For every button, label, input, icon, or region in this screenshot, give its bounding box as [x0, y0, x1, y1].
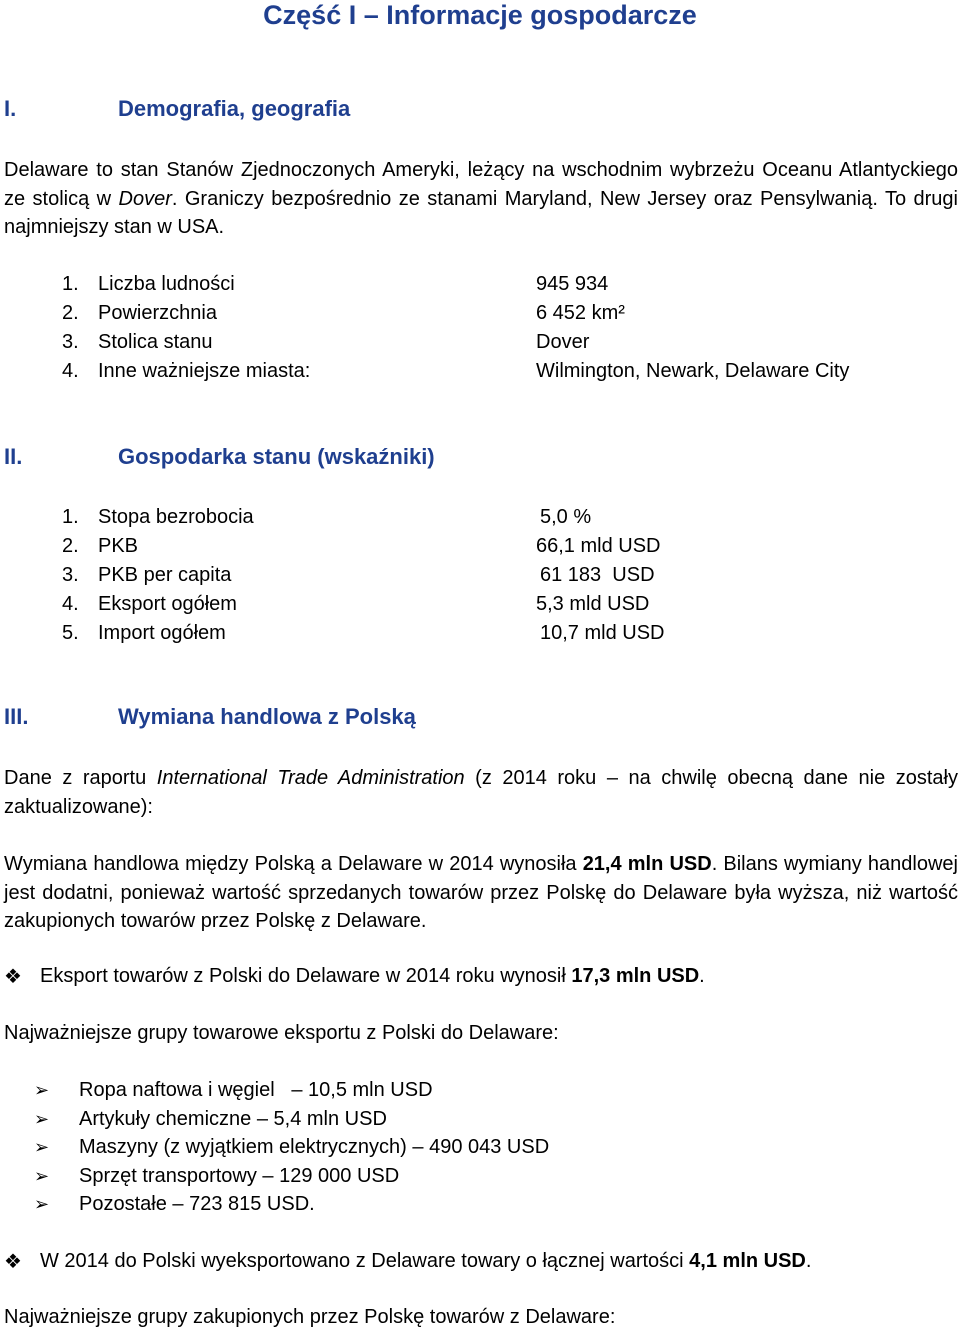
- s1-item-value: Dover: [536, 331, 590, 353]
- export-group-item: Ropa naftowa i węgiel – 10,5 mln USD: [79, 1079, 433, 1101]
- diamond-bullet-icon: ❖: [4, 966, 22, 988]
- s2-item-value: 66,1 mld USD: [536, 535, 661, 557]
- s2-item-num: 1.: [62, 506, 79, 528]
- page-title: Część I – Informacje gospodarcze: [263, 0, 697, 30]
- s2-item-value: 10,7 mld USD: [540, 622, 665, 644]
- intro-text-2: . Graniczy bezpośrednio ze stanami Maryland, New Jersey oraz Pensylwanią. To drugi najmniejszy stan w USA.: [4, 187, 958, 238]
- s2-item-label: PKB per capita: [98, 564, 232, 586]
- s1-item-num: 3.: [62, 331, 79, 353]
- arrow-bullet-icon: ➢: [34, 1109, 50, 1129]
- s1-item-label: Liczba ludności: [98, 273, 235, 295]
- section-1-intro: [4, 156, 958, 242]
- export-value: 17,3 mln USD: [571, 965, 700, 987]
- s2-item-num: 5.: [62, 622, 79, 644]
- section-1-number: I.: [4, 96, 17, 121]
- s1-item-value: 945 934: [536, 273, 609, 295]
- section-3-heading: Wymiana handlowa z Polską: [118, 704, 416, 729]
- section-2-number: II.: [4, 444, 23, 469]
- import-text-1: W 2014 do Polski wyeksportowano z Delaware towary o łącznej wartości: [40, 1250, 690, 1272]
- trade-value: 21,4 mln USD: [582, 853, 712, 875]
- trade-text-1: Wymiana handlowa między Polską a Delaware w 2014 wynosiła: [4, 853, 583, 875]
- s2-item-label: Eksport ogółem: [98, 593, 237, 615]
- s2-item-value: 61 183 USD: [540, 564, 655, 586]
- intro-text-1: Delaware to stan Stanów Zjednoczonych Ameryki, leżący na wschodnim wybrzeżu Oceanu Atlantyckiego ze stolicą w: [4, 159, 958, 210]
- source-text-2: (z 2014 roku – na chwilę obecną dane nie zostały zaktualizowane):: [4, 767, 958, 818]
- export-group-item: Artykuły chemiczne – 5,4 mln USD: [79, 1108, 387, 1130]
- export-total-line: [40, 965, 705, 988]
- s1-item-label: Powierzchnia: [98, 302, 217, 324]
- arrow-bullet-icon: ➢: [34, 1194, 50, 1214]
- import-total-line: [40, 1250, 811, 1273]
- source-paragraph: [4, 764, 958, 821]
- s2-item-value: 5,3 mld USD: [536, 593, 650, 615]
- arrow-bullet-icon: ➢: [34, 1166, 50, 1186]
- arrow-bullet-icon: ➢: [34, 1080, 50, 1100]
- s2-item-label: Import ogółem: [98, 622, 226, 644]
- section-1-heading: Demografia, geografia: [118, 96, 351, 121]
- s1-item-num: 1.: [62, 273, 79, 295]
- import-value: 4,1 mln USD: [689, 1250, 806, 1272]
- s2-item-label: PKB: [98, 535, 139, 557]
- export-group-item: Sprzęt transportowy – 129 000 USD: [79, 1165, 400, 1187]
- arrow-bullet-icon: ➢: [34, 1137, 50, 1157]
- export-text-2: .: [699, 965, 705, 987]
- trade-text-2: . Bilans wymiany handlowej jest dodatni, ponieważ wartość sprzedanych towarów przez Polskę do Delaware była wyższa, niż wartość zakupionych towarów przez Polskę z Delaware.: [4, 853, 958, 932]
- s2-item-value: 5,0 %: [540, 506, 592, 528]
- export-text-1: Eksport towarów z Polski do Delaware w 2014 roku wynosił: [40, 965, 572, 987]
- s1-item-num: 4.: [62, 360, 79, 382]
- source-text-1: Dane z raportu: [4, 767, 157, 789]
- trade-paragraph: [4, 850, 958, 936]
- s1-item-label: Inne ważniejsze miasta:: [98, 360, 311, 382]
- s1-item-label: Stolica stanu: [98, 331, 213, 353]
- s2-item-num: 3.: [62, 564, 79, 586]
- s1-item-num: 2.: [62, 302, 79, 324]
- intro-dover: Dover: [118, 187, 172, 210]
- s2-item-num: 4.: [62, 593, 79, 615]
- import-groups-heading: Najważniejsze grupy zakupionych przez Polskę towarów z Delaware:: [4, 1306, 616, 1328]
- section-2-heading: Gospodarka stanu (wskaźniki): [118, 444, 435, 469]
- export-group-item: Maszyny (z wyjątkiem elektrycznych) – 490 043 USD: [79, 1136, 550, 1158]
- s1-item-value: Wilmington, Newark, Delaware City: [536, 360, 850, 382]
- source-name: International Trade Administration: [156, 767, 465, 789]
- section-3-number: III.: [4, 704, 29, 729]
- diamond-bullet-icon: ❖: [4, 1251, 22, 1273]
- export-groups-heading: Najważniejsze grupy towarowe eksportu z Polski do Delaware:: [4, 1022, 559, 1044]
- import-text-2: .: [805, 1250, 812, 1272]
- s2-item-label: Stopa bezrobocia: [98, 506, 254, 528]
- s1-item-value: 6 452 km²: [536, 302, 625, 324]
- s2-item-num: 2.: [62, 535, 79, 557]
- export-group-item: Pozostałe – 723 815 USD.: [79, 1193, 315, 1215]
